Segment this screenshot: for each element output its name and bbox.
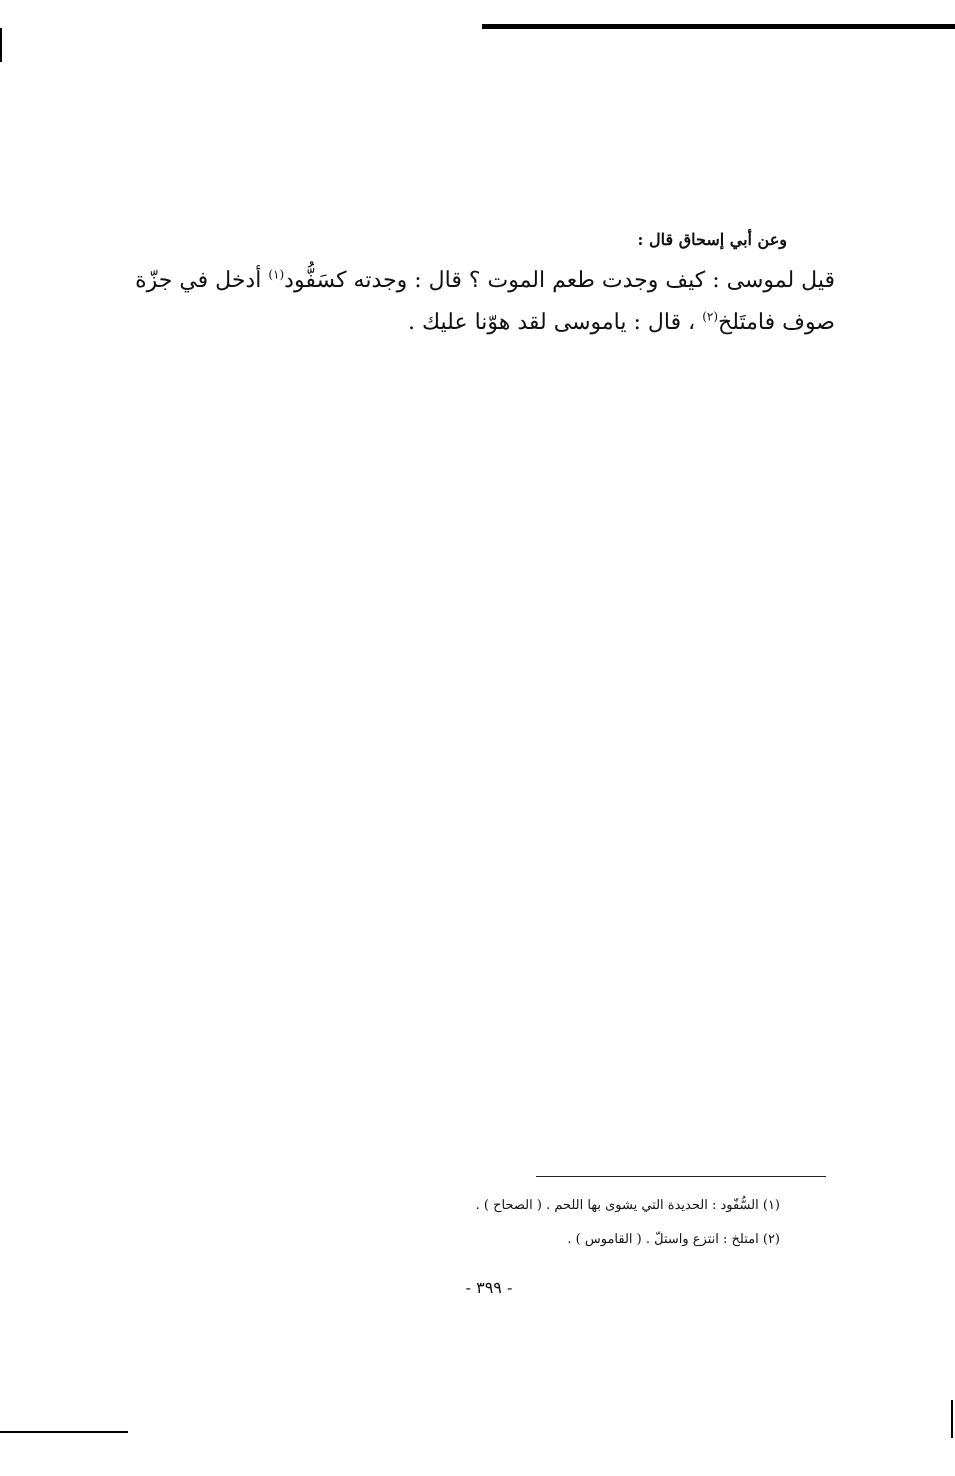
paragraph-line-2-text-a: صوف فامتَلخ [718,310,835,335]
page-number: - ٣٩٩ - [465,1278,513,1297]
paragraph-line-1-text-b: أدخل في جزّة [135,268,269,293]
scan-border-right [951,1400,953,1438]
footnote-ref-1: (١) [268,267,285,282]
scan-border-bottom [0,1431,128,1433]
footnote-1: (١) السُّفّود : الحديدة التي يشوى بها اللحم . ( الصحاح ) . [475,1198,780,1213]
scan-border-top [482,24,955,29]
paragraph-line-2-text-b: ، قال : ياموسى لقد هوّنا عليك . [408,310,703,335]
paragraph-line-2 [408,310,835,335]
paragraph-line-1-text-a: قيل لموسى : كيف وجدت طعم الموت ؟ قال : وجدته كسَفُّود [284,268,835,293]
footnote-divider [536,1176,826,1177]
section-heading: وعن أبي إسحاق قال : [637,230,787,249]
footnote-2: (٢) امتلخ : انتزع واستلّ . ( القاموس ) . [567,1232,780,1247]
paragraph-line-1 [135,268,835,293]
scan-border-left [0,28,2,62]
footnote-ref-2: (٢) [702,309,719,324]
